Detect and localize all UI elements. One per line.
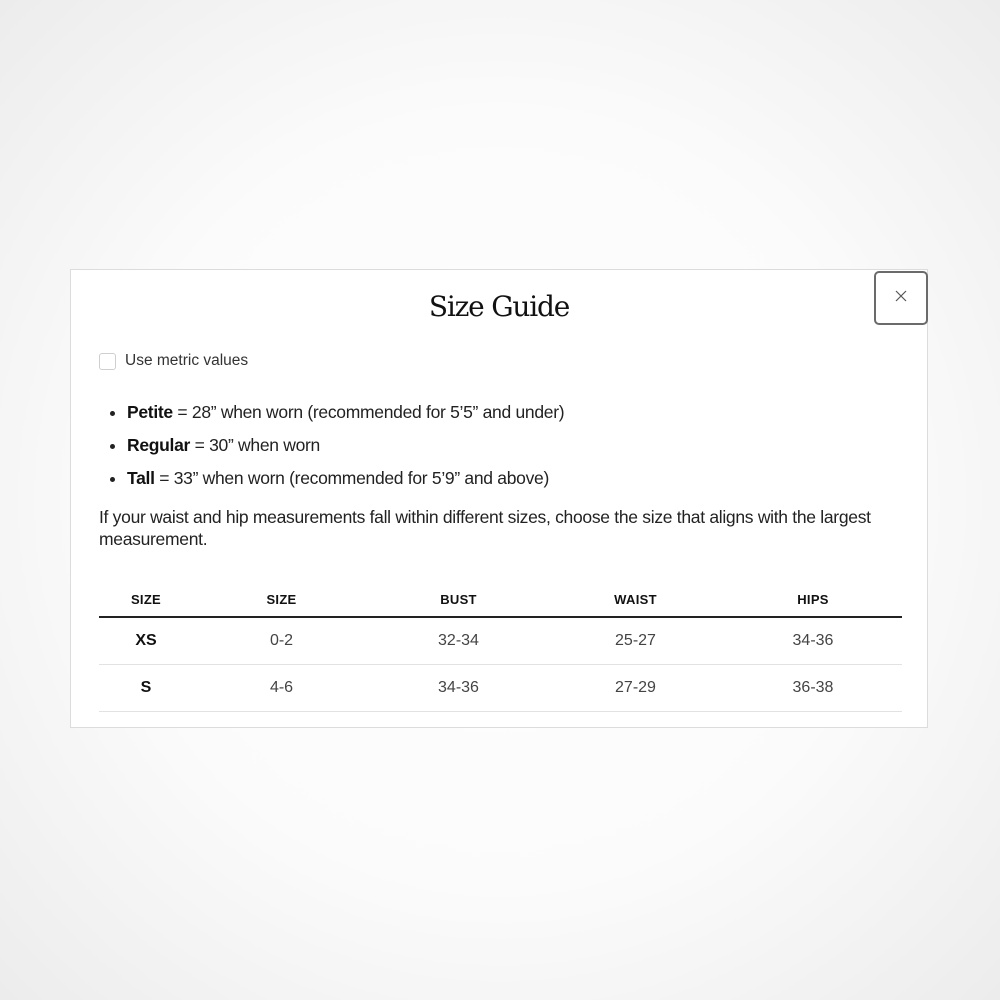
list-item-term: Tall xyxy=(127,468,155,488)
column-header: BUST xyxy=(370,582,547,617)
table-cell: S xyxy=(99,665,193,712)
table-cell: 4-6 xyxy=(193,665,370,712)
table-cell: 27-29 xyxy=(547,665,724,712)
table-cell xyxy=(724,712,902,729)
inseam-list xyxy=(99,396,564,495)
table-cell: 36-38 xyxy=(724,665,902,712)
column-header: HIPS xyxy=(724,582,902,617)
table-row xyxy=(99,617,902,665)
table-cell: 34-36 xyxy=(724,617,902,665)
column-header: SIZE xyxy=(193,582,370,617)
table-cell: 0-2 xyxy=(193,617,370,665)
table-row xyxy=(99,665,902,712)
close-button[interactable] xyxy=(874,271,928,325)
list-item-desc: = 28” when worn (recommended for 5’5” and under) xyxy=(172,402,565,422)
size-table xyxy=(99,582,902,728)
table-cell: 32-34 xyxy=(370,617,547,665)
table-header-row xyxy=(99,582,902,617)
table-cell: 25-27 xyxy=(547,617,724,665)
table-cell xyxy=(193,712,370,729)
list-item-desc: = 33” when worn (recommended for 5’9” and above) xyxy=(154,468,549,488)
table-cell xyxy=(370,712,547,729)
modal-title: Size Guide xyxy=(428,290,570,323)
table-cell xyxy=(547,712,724,729)
size-guide-modal xyxy=(70,269,928,728)
table-row-cutoff xyxy=(99,712,902,729)
list-item xyxy=(127,396,564,429)
close-icon xyxy=(895,289,907,307)
list-item xyxy=(127,429,564,462)
table-cell xyxy=(99,712,193,729)
column-header: WAIST xyxy=(547,582,724,617)
list-item-term: Petite xyxy=(127,402,173,422)
metric-toggle[interactable] xyxy=(99,352,248,370)
metric-checkbox[interactable] xyxy=(99,353,116,370)
size-note: If your waist and hip measurements fall within different sizes, choose the size that aligns with the largest measurement. xyxy=(99,507,871,549)
column-header: SIZE xyxy=(99,582,193,617)
table-cell: 34-36 xyxy=(370,665,547,712)
table-cell: XS xyxy=(99,617,193,665)
list-item-term: Regular xyxy=(127,435,191,455)
list-item xyxy=(127,462,564,495)
metric-label: Use metric values xyxy=(125,352,249,369)
list-item-desc: = 30” when worn xyxy=(190,435,320,455)
